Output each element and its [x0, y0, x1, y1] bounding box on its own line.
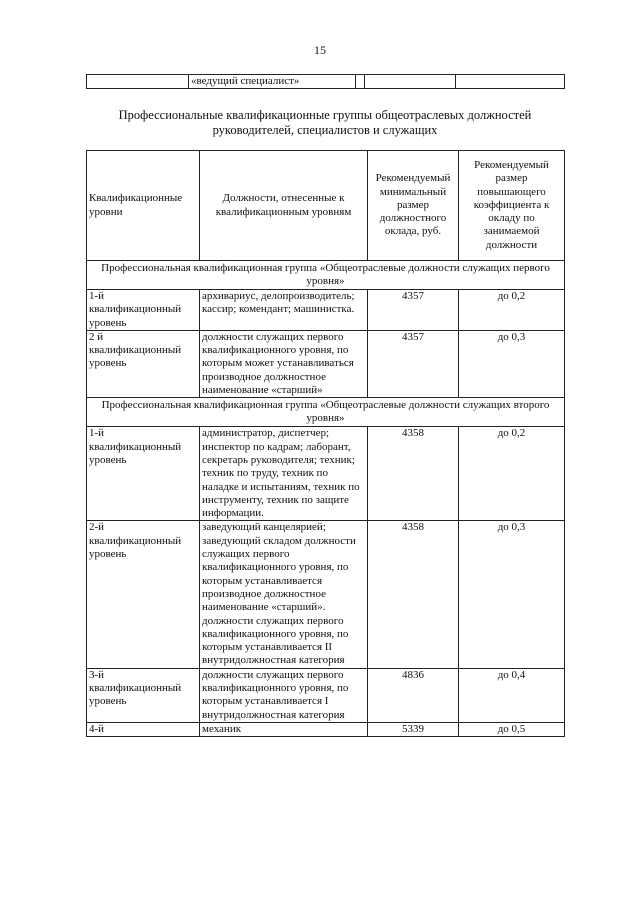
page-number: 15 [314, 43, 326, 57]
header-coefficient: Рекомендуемый размер повышающего коэффициента к окладу по занимаемой должности [459, 151, 565, 261]
table-cell [456, 75, 565, 89]
coefficient-cell: до 0,5 [459, 722, 565, 736]
table-cell [365, 75, 456, 89]
table-row [87, 521, 565, 668]
header-levels: Квалификационные уровни [87, 151, 200, 261]
salary-cell: 5339 [368, 722, 459, 736]
level-cell: 1-й квалификационный уровень [87, 427, 200, 521]
salary-cell: 4358 [368, 521, 459, 668]
coefficient-cell: до 0,4 [459, 668, 565, 722]
level-cell: 4-й [87, 722, 200, 736]
coefficient-cell: до 0,2 [459, 427, 565, 521]
positions-cell: должности служащих первого квалификационного уровня, по которым устанавливается I внутридолжностная категория [200, 668, 368, 722]
level-cell: 3-й квалификационный уровень [87, 668, 200, 722]
level-cell: 2-й квалификационный уровень [87, 521, 200, 668]
positions-cell: архивариус, делопроизводитель; кассир; комендант; машинистка. [200, 290, 368, 331]
level-cell: 1-й квалификационный уровень [87, 290, 200, 331]
position-cell: «ведущий специалист» [189, 75, 356, 89]
salary-cell: 4357 [368, 330, 459, 397]
section-title: Профессиональные квалификационные группы общеотраслевых должностей руководителей, специалистов и служащих [118, 108, 532, 137]
positions-cell: должности служащих первого квалификационного уровня, по которым может устанавливаться производное должностное наименование «старший» [200, 330, 368, 397]
table-row [87, 668, 565, 722]
salary-cell: 4836 [368, 668, 459, 722]
group-title: Профессиональная квалификационная группа «Общеотраслевые должности служащих второго уровня» [87, 398, 565, 427]
table-row [87, 290, 565, 331]
header-positions: Должности, отнесенные к квалификационным уровням [200, 151, 368, 261]
salary-cell: 4358 [368, 427, 459, 521]
positions-cell: заведующий канцелярией; заведующий складом должности служащих первого квалификационного уровня, по которым устанавливается производное должностное наименование «старший». должности служащих первого квалификационного уровня, по которым устанавливается II внутридолжностная категория [200, 521, 368, 668]
table-row [87, 75, 565, 89]
table-cell [356, 75, 365, 89]
coefficient-cell: до 0,2 [459, 290, 565, 331]
group-title-row [87, 261, 565, 290]
table-row [87, 722, 565, 736]
coefficient-cell: до 0,3 [459, 330, 565, 397]
group-title-row [87, 398, 565, 427]
salary-cell: 4357 [368, 290, 459, 331]
continued-table-fragment [86, 74, 565, 89]
table-row [87, 330, 565, 397]
positions-cell: механик [200, 722, 368, 736]
positions-cell: администратор, диспетчер; инспектор по кадрам; лаборант, секретарь руководителя; техник; техник по труду, техник по наладке и испытаниям, техник по инструменту, техник по защите информации. [200, 427, 368, 521]
level-cell: 2 й квалификационный уровень [87, 330, 200, 397]
group-title: Профессиональная квалификационная группа «Общеотраслевые должности служащих первого уровня» [87, 261, 565, 290]
coefficient-cell: до 0,3 [459, 521, 565, 668]
header-row [87, 151, 565, 261]
header-salary: Рекомендуемый минимальный размер должностного оклада, руб. [368, 151, 459, 261]
table-row [87, 427, 565, 521]
qualification-table [86, 150, 565, 737]
table-cell [87, 75, 189, 89]
